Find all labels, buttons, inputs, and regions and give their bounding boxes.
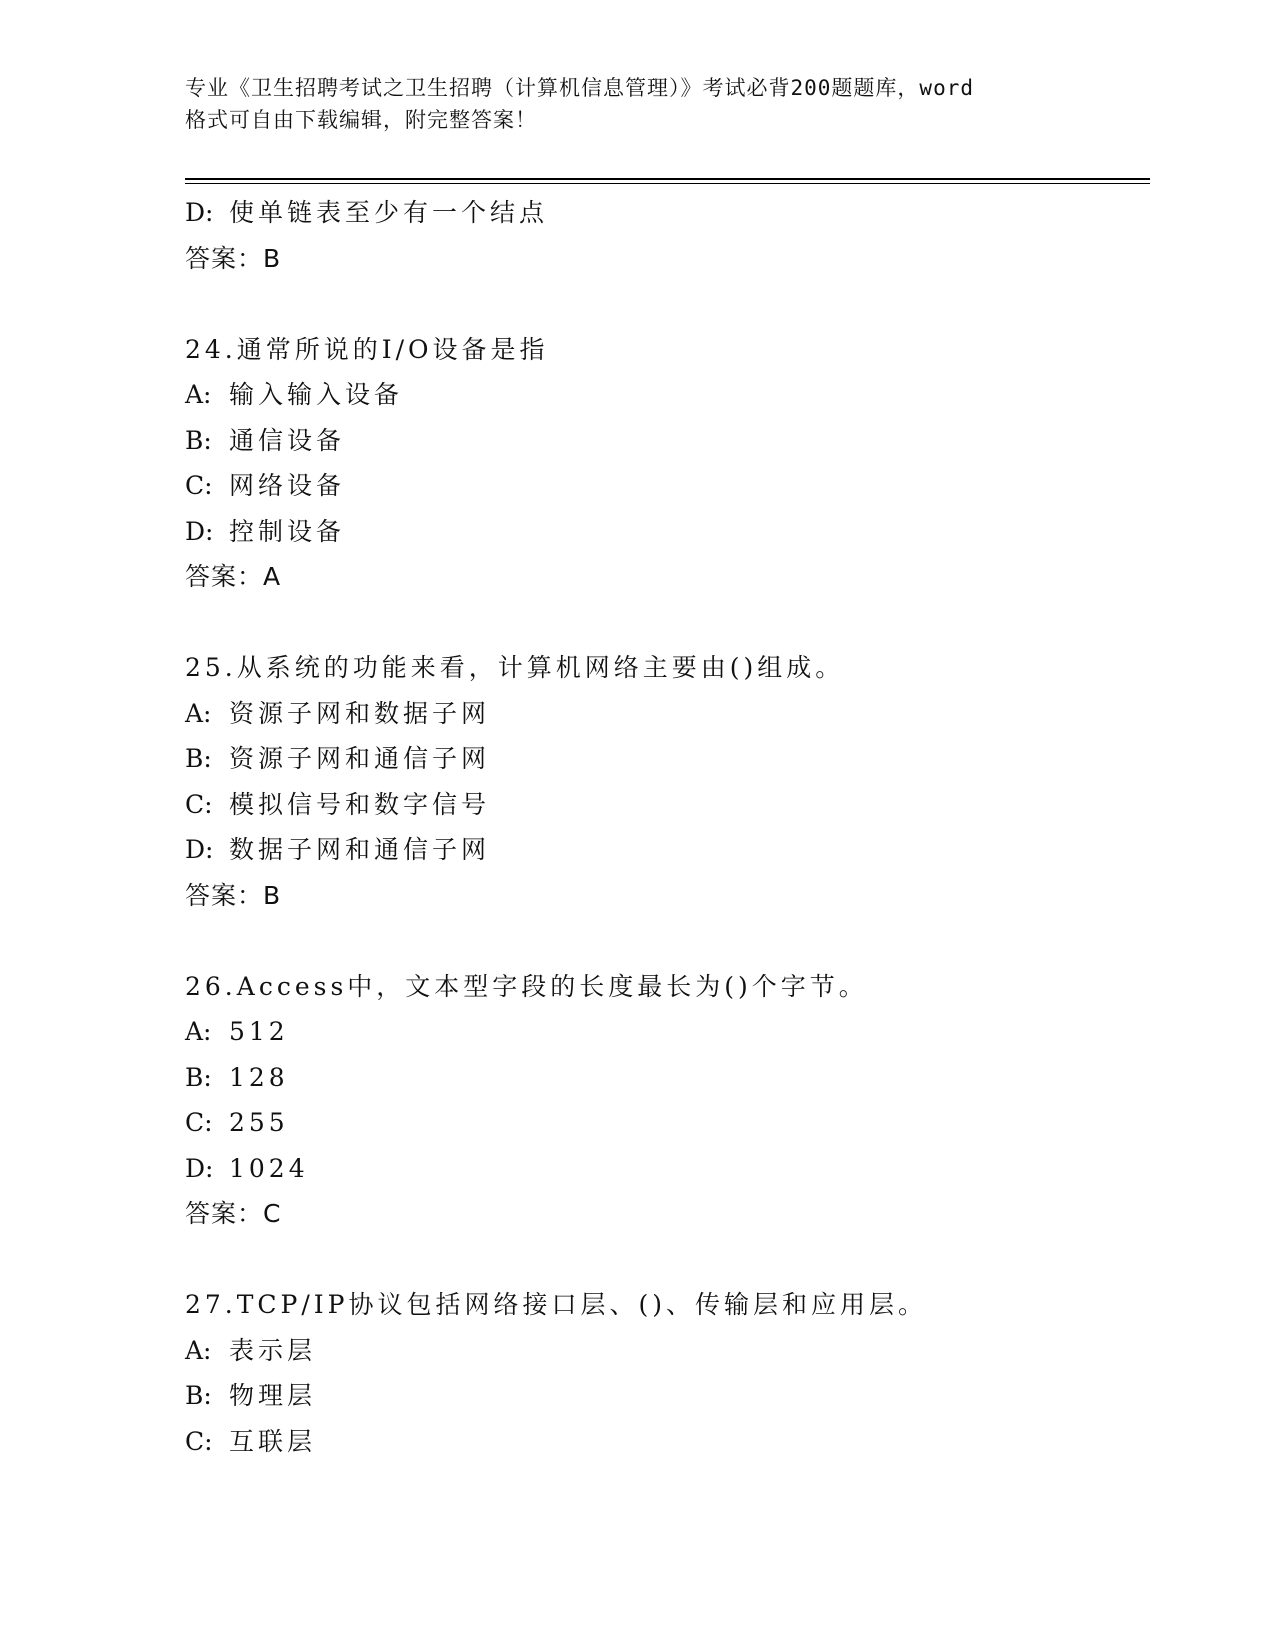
- option-text: 互联层: [229, 1426, 317, 1456]
- option-b: [185, 418, 1150, 464]
- header-line-1: 专业《卫生招聘考试之卫生招聘（计算机信息管理）》考试必背200题题库，word: [185, 76, 974, 100]
- option-a: [185, 372, 1150, 418]
- option-a: [185, 691, 1150, 737]
- option-b: [185, 1373, 1150, 1419]
- option-text: 512: [229, 1017, 289, 1046]
- option-key: D:: [185, 516, 214, 546]
- option-key: B:: [185, 425, 212, 455]
- header-line-2: 格式可自由下载编辑，附完整答案！: [185, 108, 537, 132]
- option-c: [185, 1100, 1150, 1146]
- answer: 答案：C: [185, 1199, 282, 1228]
- document-header: [185, 72, 1085, 136]
- header-divider-thin: [185, 183, 1150, 184]
- option-text: 输入输入设备: [229, 380, 404, 409]
- option-text: 使单链表至少有一个结点: [229, 198, 549, 227]
- option-text: 数据子网和通信子网: [229, 835, 491, 864]
- question-24: 24.通常所说的I/O设备是指: [185, 334, 549, 364]
- option-text: 1024: [229, 1153, 309, 1183]
- option-key: C:: [185, 789, 213, 819]
- answer: 答案：A: [185, 562, 282, 591]
- question-list: [185, 190, 1150, 1464]
- option-d: [185, 1146, 1150, 1192]
- option-text: 表示层: [229, 1335, 317, 1365]
- answer: 答案：B: [185, 880, 282, 910]
- option-key: B:: [185, 1062, 212, 1092]
- option-key: B:: [185, 1381, 212, 1410]
- option-b: [185, 736, 1150, 782]
- option-text: 物理层: [229, 1381, 317, 1410]
- option-text: 通信设备: [229, 425, 346, 455]
- question-25: 25.从系统的功能来看，计算机网络主要由()组成。: [185, 653, 845, 682]
- option-key: B:: [185, 744, 212, 773]
- option-text: 控制设备: [229, 516, 346, 546]
- option-key: D:: [185, 198, 214, 227]
- option-key: D:: [185, 1153, 214, 1183]
- option-a: [185, 1328, 1150, 1374]
- option-d: [185, 509, 1150, 555]
- option-text: 模拟信号和数字信号: [229, 789, 491, 819]
- option-key: C:: [185, 1108, 213, 1137]
- option-key: C:: [185, 471, 213, 500]
- option-key: A:: [185, 1017, 212, 1046]
- option-text: 128: [229, 1062, 289, 1092]
- answer: 答案：B: [185, 243, 282, 273]
- question-27: 27.TCP/IP协议包括网络接口层、()、传输层和应用层。: [185, 1290, 928, 1319]
- option-key: A:: [185, 1335, 212, 1365]
- option-key: C:: [185, 1426, 213, 1456]
- question-26: 26.Access中，文本型字段的长度最长为()个字节。: [185, 971, 868, 1001]
- option-key: D:: [185, 835, 214, 864]
- option-d: [185, 827, 1150, 873]
- option-c: [185, 463, 1150, 509]
- option-text: 网络设备: [229, 471, 346, 500]
- option-a: [185, 1009, 1150, 1055]
- option-text: 资源子网和通信子网: [229, 744, 491, 773]
- option-d: [185, 190, 1150, 236]
- option-key: A:: [185, 698, 212, 728]
- option-text: 资源子网和数据子网: [229, 698, 491, 728]
- option-key: A:: [185, 380, 212, 409]
- header-divider-thick: [185, 178, 1150, 180]
- option-c: [185, 1419, 1150, 1465]
- option-c: [185, 782, 1150, 828]
- option-text: 255: [229, 1108, 289, 1137]
- option-b: [185, 1055, 1150, 1101]
